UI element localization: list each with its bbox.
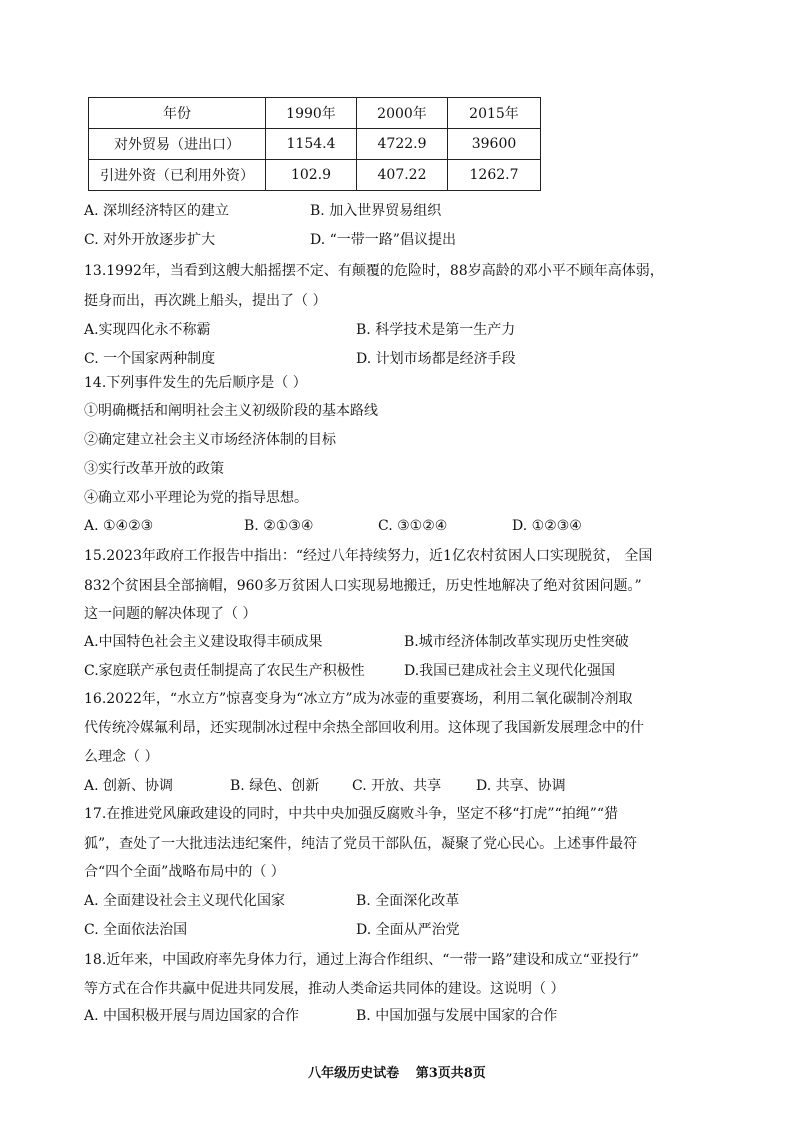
q13-option-d: D. 计划市场都是经济手段	[356, 351, 516, 367]
q14-option-a: A. ①④②③	[84, 518, 154, 534]
q12-option-b: B. 加入世界贸易组织	[310, 203, 442, 219]
q13-stem-line: 13.1992年，当看到这艘大船摇摆不定、有颠覆的危险时，88岁高龄的邓小平不顾年高体弱，	[84, 263, 664, 279]
q14-item-line: ②确定建立社会主义市场经济体制的目标	[84, 432, 336, 448]
q13-option-c: C. 一个国家两种制度	[84, 351, 216, 367]
q17-stem-line: 狐”，查处了一大批违法违纪案件，纯洁了党员干部队伍，凝聚了党心民心。上述事件最符	[84, 836, 638, 852]
q16-option-a: A. 创新、协调	[84, 778, 174, 794]
q15-stem-line: 这一问题的解决体现了（ ）	[84, 606, 257, 622]
exam-title: 八年级历史试卷	[308, 1066, 400, 1081]
q14-option-b: B. ②①③④	[244, 518, 314, 534]
q12-option-c: C. 对外开放逐步扩大	[84, 232, 216, 248]
table-cell: 4722.9	[357, 129, 448, 160]
q18-option-a: A. 中国积极开展与周边国家的合作	[84, 1008, 300, 1024]
q17-option-c: C. 全面依法治国	[84, 922, 188, 938]
table-cell: 1262.7	[448, 160, 541, 191]
q12-option-d: D. “一带一路”倡议提出	[310, 232, 456, 248]
q17-stem-line: 17.在推进党风廉政建设的同时，中共中央加强反腐败斗争，坚定不移“打虎”“拍绳”“猎	[84, 806, 619, 822]
q14-item-line: ①明确概括和阐明社会主义初级阶段的基本路线	[84, 403, 378, 419]
q14-item-line: ③实行改革开放的政策	[84, 461, 224, 477]
q16-stem-line: 么理念（ ）	[84, 749, 159, 765]
trade-data-table	[88, 97, 541, 191]
q15-option-c: C.家庭联产承包责任制提高了农民生产积极性	[84, 663, 365, 679]
q18-option-b: B. 中国加强与发展中国家的合作	[356, 1008, 558, 1024]
q13-option-b: B. 科学技术是第一生产力	[356, 322, 516, 338]
q14-option-d: D. ①②③④	[512, 518, 582, 534]
table-cell: 2000年	[357, 98, 448, 129]
table-cell: 2015年	[448, 98, 541, 129]
q16-stem-line: 代传统冷媒氟利昂，还实现制冰过程中余热全部回收利用。这体现了我国新发展理念中的什	[84, 720, 644, 736]
table-cell: 102.9	[266, 160, 357, 191]
q14-stem-line: 14.下列事件发生的先后顺序是（ ）	[84, 375, 307, 391]
table-cell: 年份	[89, 98, 266, 129]
table-row	[89, 129, 541, 160]
page-number: 第3页共8页	[415, 1066, 486, 1081]
table-row	[89, 160, 541, 191]
q12-option-a: A. 深圳经济特区的建立	[84, 203, 230, 219]
q14-item-line: ④确立邓小平理论为党的指导思想。	[84, 490, 308, 506]
table-cell: 1990年	[266, 98, 357, 129]
q15-option-b: B.城市经济体制改革实现历史性突破	[404, 634, 629, 650]
q17-option-b: B. 全面深化改革	[356, 893, 460, 909]
q17-stem-line: 合“四个全面”战略布局中的（ ）	[84, 864, 285, 880]
q18-stem-line: 等方式在合作共赢中促进共同发展，推动人类命运共同体的建设。这说明（ ）	[84, 981, 565, 997]
q17-option-a: A. 全面建设社会主义现代化国家	[84, 893, 286, 909]
q13-option-a: A.实现四化永不称霸	[84, 322, 211, 338]
q16-option-c: C. 开放、共享	[352, 778, 442, 794]
q15-option-d: D.我国已建成社会主义现代化强国	[404, 663, 616, 679]
q16-option-d: D. 共享、协调	[476, 778, 566, 794]
table-cell: 对外贸易（进出口）	[89, 129, 266, 160]
q16-option-b: B. 绿色、创新	[230, 778, 320, 794]
table-cell: 407.22	[357, 160, 448, 191]
q13-stem-line: 挺身而出，再次跳上船头，提出了（ ）	[84, 293, 327, 309]
table-cell: 39600	[448, 129, 541, 160]
q15-stem-line: 15.2023年政府工作报告中指出：“经过八年持续努力，近1亿农村贫困人口实现脱贫， 全国	[84, 548, 653, 564]
q16-stem-line: 16.2022年，“水立方”惊喜变身为“冰立方”成为冰壶的重要赛场，利用二氧化碳制冷剂取	[84, 691, 633, 707]
q15-option-a: A.中国特色社会主义建设取得丰硕成果	[84, 634, 323, 650]
q14-option-c: C. ③①②④	[378, 518, 448, 534]
table-cell: 引进外资（已利用外资）	[89, 160, 266, 191]
page-footer	[0, 1062, 794, 1081]
q15-stem-line: 832个贫困县全部摘帽，960多万贫困人口实现易地搬迁，历史性地解决了绝对贫困问题。”	[84, 578, 642, 594]
table-cell: 1154.4	[266, 129, 357, 160]
table-header-row	[89, 98, 541, 129]
q18-stem-line: 18.近年来，中国政府率先身体力行，通过上海合作组织、“一带一路”建设和成立“亚投行”	[84, 952, 639, 968]
q17-option-d: D. 全面从严治党	[356, 922, 460, 938]
